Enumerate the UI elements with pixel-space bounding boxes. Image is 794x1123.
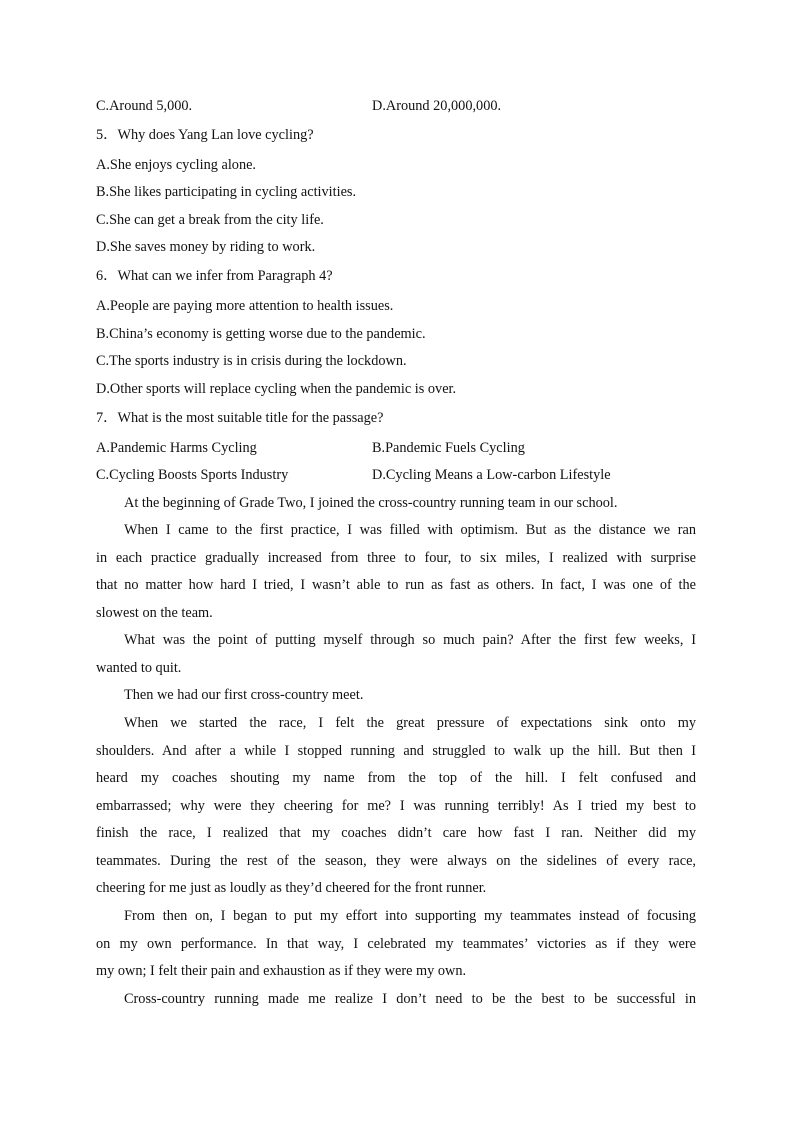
passage-p6-line: on my own performance. In that way, I celebrated my teammates’ victories as if they were bbox=[96, 936, 696, 952]
q6-option-d: D.Other sports will replace cycling when the pandemic is over. bbox=[96, 381, 457, 397]
q5-option-d: D.She saves money by riding to work. bbox=[96, 239, 316, 255]
q5-option-b: B.She likes participating in cycling activities. bbox=[96, 184, 357, 200]
q7-option-d: D.Cycling Means a Low-carbon Lifestyle bbox=[372, 467, 611, 483]
q6-option-a: A.People are paying more attention to health issues. bbox=[96, 298, 394, 314]
passage-p5-line: teammates. During the rest of the season, they were always on the sidelines of every race, bbox=[96, 853, 696, 869]
q7-option-b: B.Pandemic Fuels Cycling bbox=[372, 440, 525, 456]
q5-option-a: A.She enjoys cycling alone. bbox=[96, 157, 257, 173]
q5-question: 5．Why does Yang Lan love cycling? bbox=[96, 127, 314, 143]
passage-p5-line: cheering for me just as loudly as they’d cheered for the front runner. bbox=[96, 880, 487, 896]
passage-p5-line: heard my coaches shouting my name from the top of the hill. I felt confused and bbox=[96, 770, 696, 786]
passage-p5-line: embarrassed; why were they cheering for me? I was running terribly! As I tried my best to bbox=[96, 798, 696, 814]
passage-p3-line: What was the point of putting myself through so much pain? After the first few weeks, I bbox=[124, 632, 696, 648]
q4-option-d: D.Around 20,000,000. bbox=[372, 98, 502, 114]
passage-p2-line: When I came to the first practice, I was filled with optimism. But as the distance we ran bbox=[124, 522, 696, 538]
q4-option-c: C.Around 5,000. bbox=[96, 98, 193, 114]
passage-p1: At the beginning of Grade Two, I joined the cross-country running team in our school. bbox=[124, 495, 618, 511]
passage-p3-line: wanted to quit. bbox=[96, 660, 182, 676]
q7-option-c: C.Cycling Boosts Sports Industry bbox=[96, 467, 289, 483]
q6-option-c: C.The sports industry is in crisis during the lockdown. bbox=[96, 353, 407, 369]
passage-p5-line: When we started the race, I felt the great pressure of expectations sink onto my bbox=[124, 715, 696, 731]
q5-option-c: C.She can get a break from the city life. bbox=[96, 212, 324, 228]
passage-p2-line: in each practice gradually increased from three to four, to six miles, I realized with surprise bbox=[96, 550, 696, 566]
q6-option-b: B.China’s economy is getting worse due to the pandemic. bbox=[96, 326, 426, 342]
passage-p5-line: finish the race, I realized that my coaches didn’t care how fast I ran. Neither did my bbox=[96, 825, 696, 841]
q7-question: 7．What is the most suitable title for the passage? bbox=[96, 410, 384, 426]
passage-p5-line: shoulders. And after a while I stopped running and struggled to walk up the hill. But then I bbox=[96, 743, 696, 759]
passage-p4: Then we had our first cross-country meet. bbox=[124, 687, 364, 703]
passage-p7-line: Cross-country running made me realize I don’t need to be the best to be successful in bbox=[124, 991, 696, 1007]
passage-p6-line: my own; I felt their pain and exhaustion as if they were my own. bbox=[96, 963, 467, 979]
passage-p2-line: that no matter how hard I tried, I wasn’t able to run as fast as others. In fact, I was one of the bbox=[96, 577, 696, 593]
passage-p2-line: slowest on the team. bbox=[96, 605, 213, 621]
q7-option-a: A.Pandemic Harms Cycling bbox=[96, 440, 257, 456]
passage-p6-line: From then on, I began to put my effort into supporting my teammates instead of focusing bbox=[124, 908, 696, 924]
q6-question: 6．What can we infer from Paragraph 4? bbox=[96, 268, 333, 284]
